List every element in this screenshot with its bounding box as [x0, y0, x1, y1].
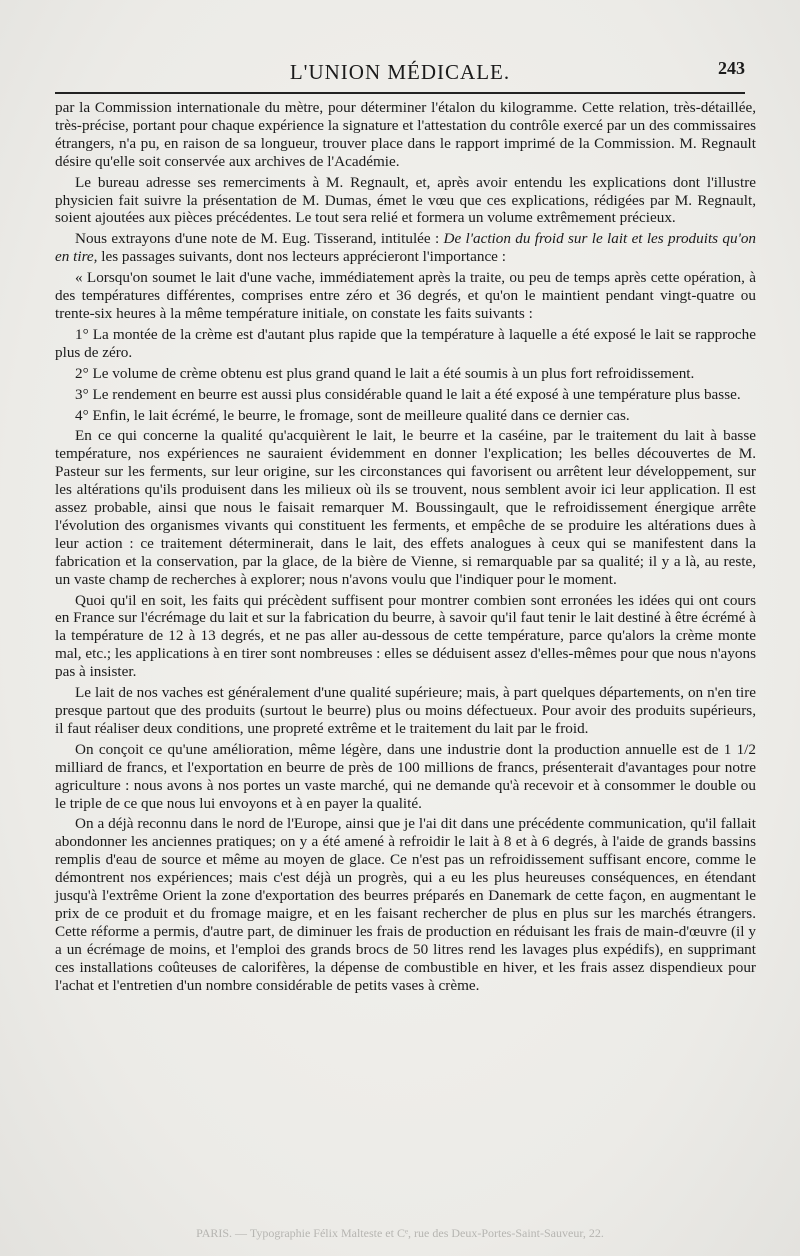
- journal-title: L'UNION MÉDICALE.: [289, 60, 511, 84]
- paragraph-10: Quoi qu'il en soit, les faits qui précèdent suffisent pour montrer combien sont erronées les idées qui ont cours en France sur l'écrémage du lait et sur la fabrication du beurre, à savoir qu'il faut tenir le lait destiné à être écrémé à la température de 12 à 13 degrés, et ne pas aller au-dessous de cette température, parce qu'alors la crème monte mal, etc.; les applications à en tirer sont nombreuses : elles se déduisent assez d'elles-mêmes pour que nous n'ayons pas à insister.: [55, 591, 756, 681]
- header-rule: [55, 92, 745, 94]
- printer-imprint: PARIS. — Typographie Félix Malteste et Cᵉ, rue des Deux-Portes-Saint-Sauveur, 22.: [196, 1226, 604, 1240]
- paragraph-2: Le bureau adresse ses remerciments à M. Regnault, et, après avoir entendu les explications dont l'illustre physicien fait suivre la présentation de M. Dumas, émet le vœu que ces explications, rédigées par M. Regnault, soient ajoutées aux pièces précédentes. Le tout sera relié et formera un volume extrêmement précieux.: [55, 173, 756, 227]
- paragraph-3-lead: Nous extrayons d'une note de M. Eug. Tisserand, intitulée :: [75, 230, 444, 248]
- paragraph-6: 2° Le volume de crème obtenu est plus grand quand le lait a été soumis à un plus fort refroidissement.: [75, 364, 695, 382]
- paragraph-4: « Lorsqu'on soumet le lait d'une vache, immédiatement après la traite, ou peu de temps après cette opération, à des températures différentes, comprises entre zéro et 36 degrés, et qu'on le maintient pendant vingt-quatre ou trente-six heures à la même température initiale, on constate les faits suivants :: [55, 269, 756, 322]
- paragraph-1: par la Commission internationale du mètre, pour déterminer l'étalon du kilogramme. Cette relation, très-détaillée, très-précise, portant pour chaque expérience la signature et l'attestation du contrôle exercé par un des commissaires étrangers, n'a pu, en raison de sa longueur, trouver place dans le rapport imprimé de la Commission. M. Regnault désire qu'elle soit conservée aux archives de l'Académie.: [55, 99, 756, 170]
- paragraph-5: 1° La montée de la crème est d'autant plus rapide que la température à laquelle a été exposé le lait se rapproche plus de zéro.: [55, 325, 756, 361]
- article-body: [55, 99, 756, 998]
- paragraph-13: On a déjà reconnu dans le nord de l'Europe, ainsi que je l'ai dit dans une précédente communication, qu'il fallait abondonner les anciennes pratiques; on y a été amené à refroidir le lait à 8 et à 6 degrés, à l'aide de grands bassins remplis d'eau de source et même au moyen de glace. Ce n'est pas un refroidissement suffisant encore, comme le démontrent nos expériences; mais c'est déjà un progrès, qui a eu les plus heureuses conséquences, en étendant jusqu'à l'extrême Orient la zone d'exportation des beurres préparés en Danemark de cette façon, en augmentant le prix de ce produit et du fromage maigre, et en les faisant rechercher de plus en plus sur les marchés étrangers. Cette réforme a permis, d'autre part, de diminuer les frais de production en réduisant les frais de main-d'œuvre (il y a un écrémage de moins, et l'emploi des grands brocs de 50 litres rend les lavages plus expédifs), en supprimant ces installations coûteuses de calorifères, la dépense de combustible en hiver, et les frais assez dispendieux pour l'achat et l'entretien d'un nombre considérable de petits vases à crème.: [55, 815, 756, 994]
- paragraph-3-tail: les passages suivants, dont nos lecteurs apprécieront l'importance :: [97, 248, 506, 266]
- paragraph-11: Le lait de nos vaches est généralement d'une qualité supérieure; mais, à part quelques départements, on n'en tire presque partout que des produits (surtout le beurre) plus ou moins défectueux. Pour avoir des produits supérieurs, il faut réaliser deux conditions, une propreté extrême et le traitement du lait par le froid.: [55, 684, 756, 737]
- page-header: [55, 56, 745, 90]
- paragraph-3: [55, 230, 756, 266]
- cited-note-title: De l'action du froid sur le lait et les produits qu'on en tire,: [55, 230, 757, 266]
- page-number: 243: [718, 58, 745, 78]
- paragraph-7: 3° Le rendement en beurre est aussi plus considérable quand le lait a été exposé à une température plus basse.: [75, 385, 741, 403]
- paragraph-9: En ce qui concerne la qualité qu'acquièrent le lait, le beurre et la caséine, par le traitement du lait à basse température, nos expériences ne sauraient évidemment en donner l'explication; les belles découvertes de M. Pasteur sur les ferments, sur leur origine, sur les circonstances qui favorisent ou arrêtent leur développement, sur les altérations qu'ils produisent dans les milieux où ils se trouvent, nous semblent avoir ici leur application. Il est assez probable, ainsi que nous le faisait remarquer M. Boussingault, que le refroidissement énergique arrête l'évolution des organismes vivants qui constituent les ferments, et empêche de se produire les altérations dues à leur action : ce traitement déterminerait, dans le lait, des effets analogues à ceux qui se manifestent dans la fabrication et la conservation, par la glace, de la bière de Vienne, si remarquable par sa qualité; il y a là, au reste, un vaste champ de recherches à explorer; nous n'avons voulu que l'indiquer pour le moment.: [55, 427, 756, 588]
- paragraph-12: On conçoit ce qu'une amélioration, même légère, dans une industrie dont la production annuelle est de 1 1/2 milliard de francs, et l'exportation en beurre de près de 100 millions de francs, présenterait d'avantages pour notre agriculture : nous avons à nos portes un vaste marché, qui ne demande qu'à recevoir et à consommer le double ou le triple de ce que nous lui envoyons et à en payer la qualité.: [55, 740, 756, 812]
- paragraph-8: 4° Enfin, le lait écrémé, le beurre, le fromage, sont de meilleure qualité dans ce dernier cas.: [75, 406, 630, 424]
